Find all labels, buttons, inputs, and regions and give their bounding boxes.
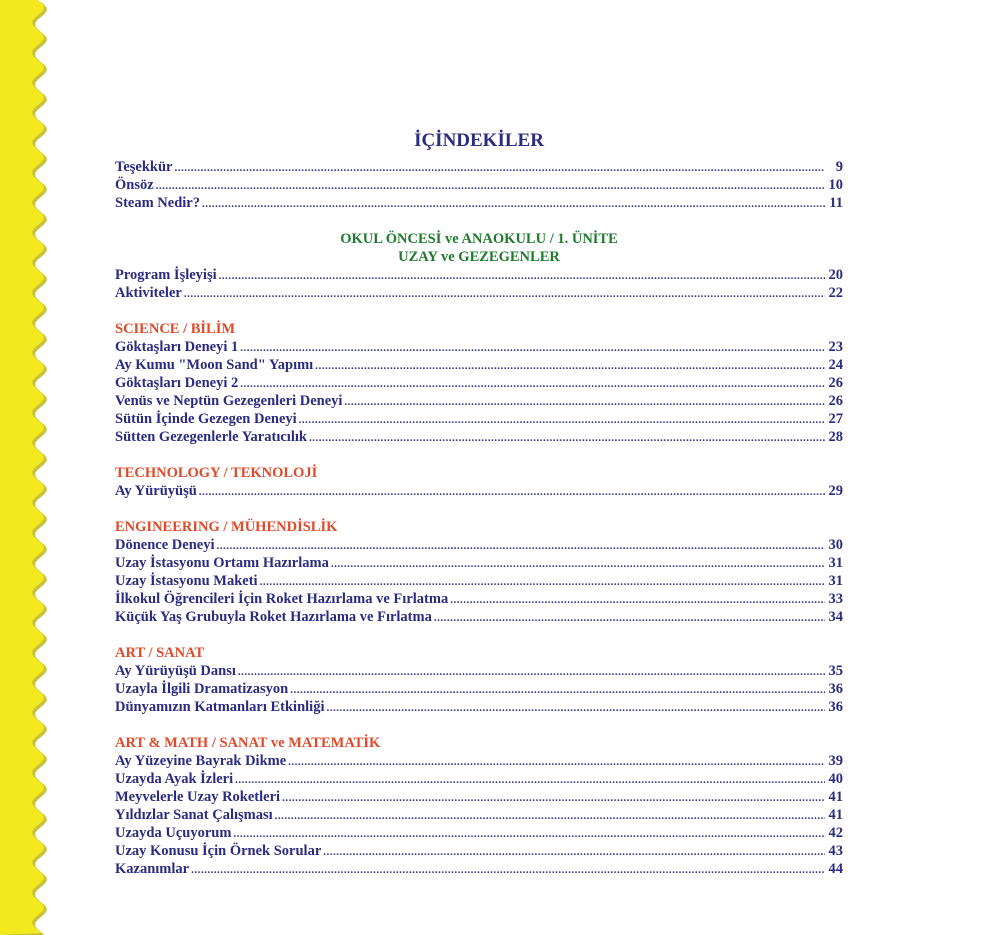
toc-entry xyxy=(115,374,843,392)
unit-heading-line2: UZAY ve GEZEGENLER xyxy=(398,249,560,265)
entry-label: Uzay İstasyonu Ortamı Hazırlama xyxy=(115,555,329,571)
toc-entry xyxy=(115,428,843,446)
entry-label: Steam Nedir? xyxy=(115,195,200,211)
entry-label: Dünyamızın Katmanları Etkinliği xyxy=(115,699,325,715)
toc-entry xyxy=(115,410,843,428)
leader-dots xyxy=(233,825,825,843)
entry-label: Ay Kumu "Moon Sand" Yapımı xyxy=(115,357,314,373)
entry-label: Uzay İstasyonu Maketi xyxy=(115,573,258,589)
toc-entry xyxy=(115,860,843,878)
table-of-contents xyxy=(115,130,843,878)
entry-label: Sütten Gezegenlerle Yaratıcılık xyxy=(115,429,307,445)
entry-page: 10 xyxy=(828,177,843,193)
leader-dots xyxy=(184,285,825,303)
leader-dots xyxy=(288,753,825,771)
entry-page: 39 xyxy=(828,753,843,769)
toc-entry xyxy=(115,842,843,860)
entry-page: 27 xyxy=(828,411,843,427)
leader-dots xyxy=(315,357,825,375)
leader-dots xyxy=(219,267,825,285)
leader-dots xyxy=(174,159,825,177)
section-heading: ART & MATH / SANAT ve MATEMATİK xyxy=(115,735,381,751)
entry-label: Sütün İçinde Gezegen Deneyi xyxy=(115,411,297,427)
entry-label: Göktaşları Deneyi 2 xyxy=(115,375,239,391)
entry-label: Program İşleyişi xyxy=(115,267,217,283)
entry-label: Göktaşları Deneyi 1 xyxy=(115,339,239,355)
entry-page: 34 xyxy=(828,609,843,625)
leader-dots xyxy=(344,393,825,411)
entry-page: 35 xyxy=(828,663,843,679)
toc-entry xyxy=(115,608,843,626)
leader-dots xyxy=(235,771,825,789)
toc-entry xyxy=(115,536,843,554)
toc-entry xyxy=(115,788,843,806)
leader-dots xyxy=(238,663,825,681)
leader-dots xyxy=(326,699,825,717)
entry-page: 30 xyxy=(828,537,843,553)
toc-entry xyxy=(115,824,843,842)
entry-page: 11 xyxy=(829,195,843,211)
entry-label: Ay Yüzeyine Bayrak Dikme xyxy=(115,753,287,769)
toc-entry xyxy=(115,392,843,410)
leader-dots xyxy=(282,789,825,807)
leader-dots xyxy=(260,573,825,591)
leader-dots xyxy=(191,861,825,879)
entry-page: 43 xyxy=(828,843,843,859)
entry-page: 42 xyxy=(828,825,843,841)
entry-page: 31 xyxy=(828,573,843,589)
entry-label: Yıldızlar Sanat Çalışması xyxy=(115,807,273,823)
toc-entry xyxy=(115,356,843,374)
entry-page: 36 xyxy=(828,699,843,715)
toc-entry xyxy=(115,338,843,356)
leader-dots xyxy=(275,807,825,825)
entry-label: Önsöz xyxy=(115,177,154,193)
entry-page: 23 xyxy=(828,339,843,355)
leader-dots xyxy=(216,537,825,555)
toc-entry xyxy=(115,284,843,302)
entry-page: 40 xyxy=(828,771,843,787)
entry-page: 44 xyxy=(828,861,843,877)
section-heading: ART / SANAT xyxy=(115,645,205,661)
entry-page: 9 xyxy=(835,159,843,175)
toc-entry xyxy=(115,176,843,194)
toc-entry xyxy=(115,482,843,500)
entry-page: 36 xyxy=(828,681,843,697)
entry-page: 41 xyxy=(828,789,843,805)
leader-dots xyxy=(240,375,825,393)
leader-dots xyxy=(434,609,825,627)
unit-list xyxy=(115,266,843,302)
entry-page: 29 xyxy=(828,483,843,499)
entry-page: 33 xyxy=(828,591,843,607)
entry-page: 20 xyxy=(828,267,843,283)
toc-entry xyxy=(115,662,843,680)
entry-page: 41 xyxy=(828,807,843,823)
entry-label: Ay Yürüyüşü Dansı xyxy=(115,663,236,679)
entry-label: Uzayda Ayak İzleri xyxy=(115,771,234,787)
entry-label: Dönence Deneyi xyxy=(115,537,215,553)
leader-dots xyxy=(199,483,825,501)
entry-page: 24 xyxy=(828,357,843,373)
entry-page: 26 xyxy=(828,375,843,391)
entry-label: İlkokul Öğrencileri İçin Roket Hazırlama ve Fırlatma xyxy=(115,591,449,607)
wavy-yellow-border xyxy=(0,0,60,935)
entry-label: Teşekkür xyxy=(115,159,173,175)
leader-dots xyxy=(156,177,825,195)
entry-page: 28 xyxy=(828,429,843,445)
entry-label: Aktiviteler xyxy=(115,285,182,301)
entry-label: Uzayla İlgili Dramatizasyon xyxy=(115,681,289,697)
toc-title: İÇİNDEKİLER xyxy=(414,130,544,151)
leader-dots xyxy=(309,429,825,447)
leader-dots xyxy=(323,843,825,861)
leader-dots xyxy=(450,591,825,609)
entry-label: Uzayda Uçuyorum xyxy=(115,825,232,841)
leader-dots xyxy=(331,555,825,573)
toc-entry xyxy=(115,752,843,770)
leader-dots xyxy=(299,411,825,429)
toc-entry xyxy=(115,554,843,572)
intro-list xyxy=(115,158,843,212)
section-heading: ENGINEERING / MÜHENDİSLİK xyxy=(115,519,338,535)
entry-label: Küçük Yaş Grubuyla Roket Hazırlama ve Fırlatma xyxy=(115,609,432,625)
leader-dots xyxy=(202,195,825,213)
entry-label: Kazanımlar xyxy=(115,861,190,877)
toc-entry xyxy=(115,806,843,824)
section-heading: SCIENCE / BİLİM xyxy=(115,321,236,337)
section-heading: TECHNOLOGY / TEKNOLOJİ xyxy=(115,465,318,481)
entry-page: 31 xyxy=(828,555,843,571)
toc-entry xyxy=(115,572,843,590)
entry-label: Venüs ve Neptün Gezegenleri Deneyi xyxy=(115,393,343,409)
entry-label: Meyvelerle Uzay Roketleri xyxy=(115,789,281,805)
toc-entry xyxy=(115,194,843,212)
toc-entry xyxy=(115,266,843,284)
toc-entry xyxy=(115,590,843,608)
entry-label: Uzay Konusu İçin Örnek Sorular xyxy=(115,843,322,859)
toc-entry xyxy=(115,158,843,176)
toc-entry xyxy=(115,698,843,716)
leader-dots xyxy=(240,339,825,357)
leader-dots xyxy=(290,681,825,699)
entry-label: Ay Yürüyüşü xyxy=(115,483,197,499)
toc-entry xyxy=(115,770,843,788)
toc-entry xyxy=(115,680,843,698)
unit-heading-line1: OKUL ÖNCESİ ve ANAOKULU / 1. ÜNİTE xyxy=(340,231,618,247)
sections-container xyxy=(115,302,843,878)
entry-page: 22 xyxy=(828,285,843,301)
entry-page: 26 xyxy=(828,393,843,409)
